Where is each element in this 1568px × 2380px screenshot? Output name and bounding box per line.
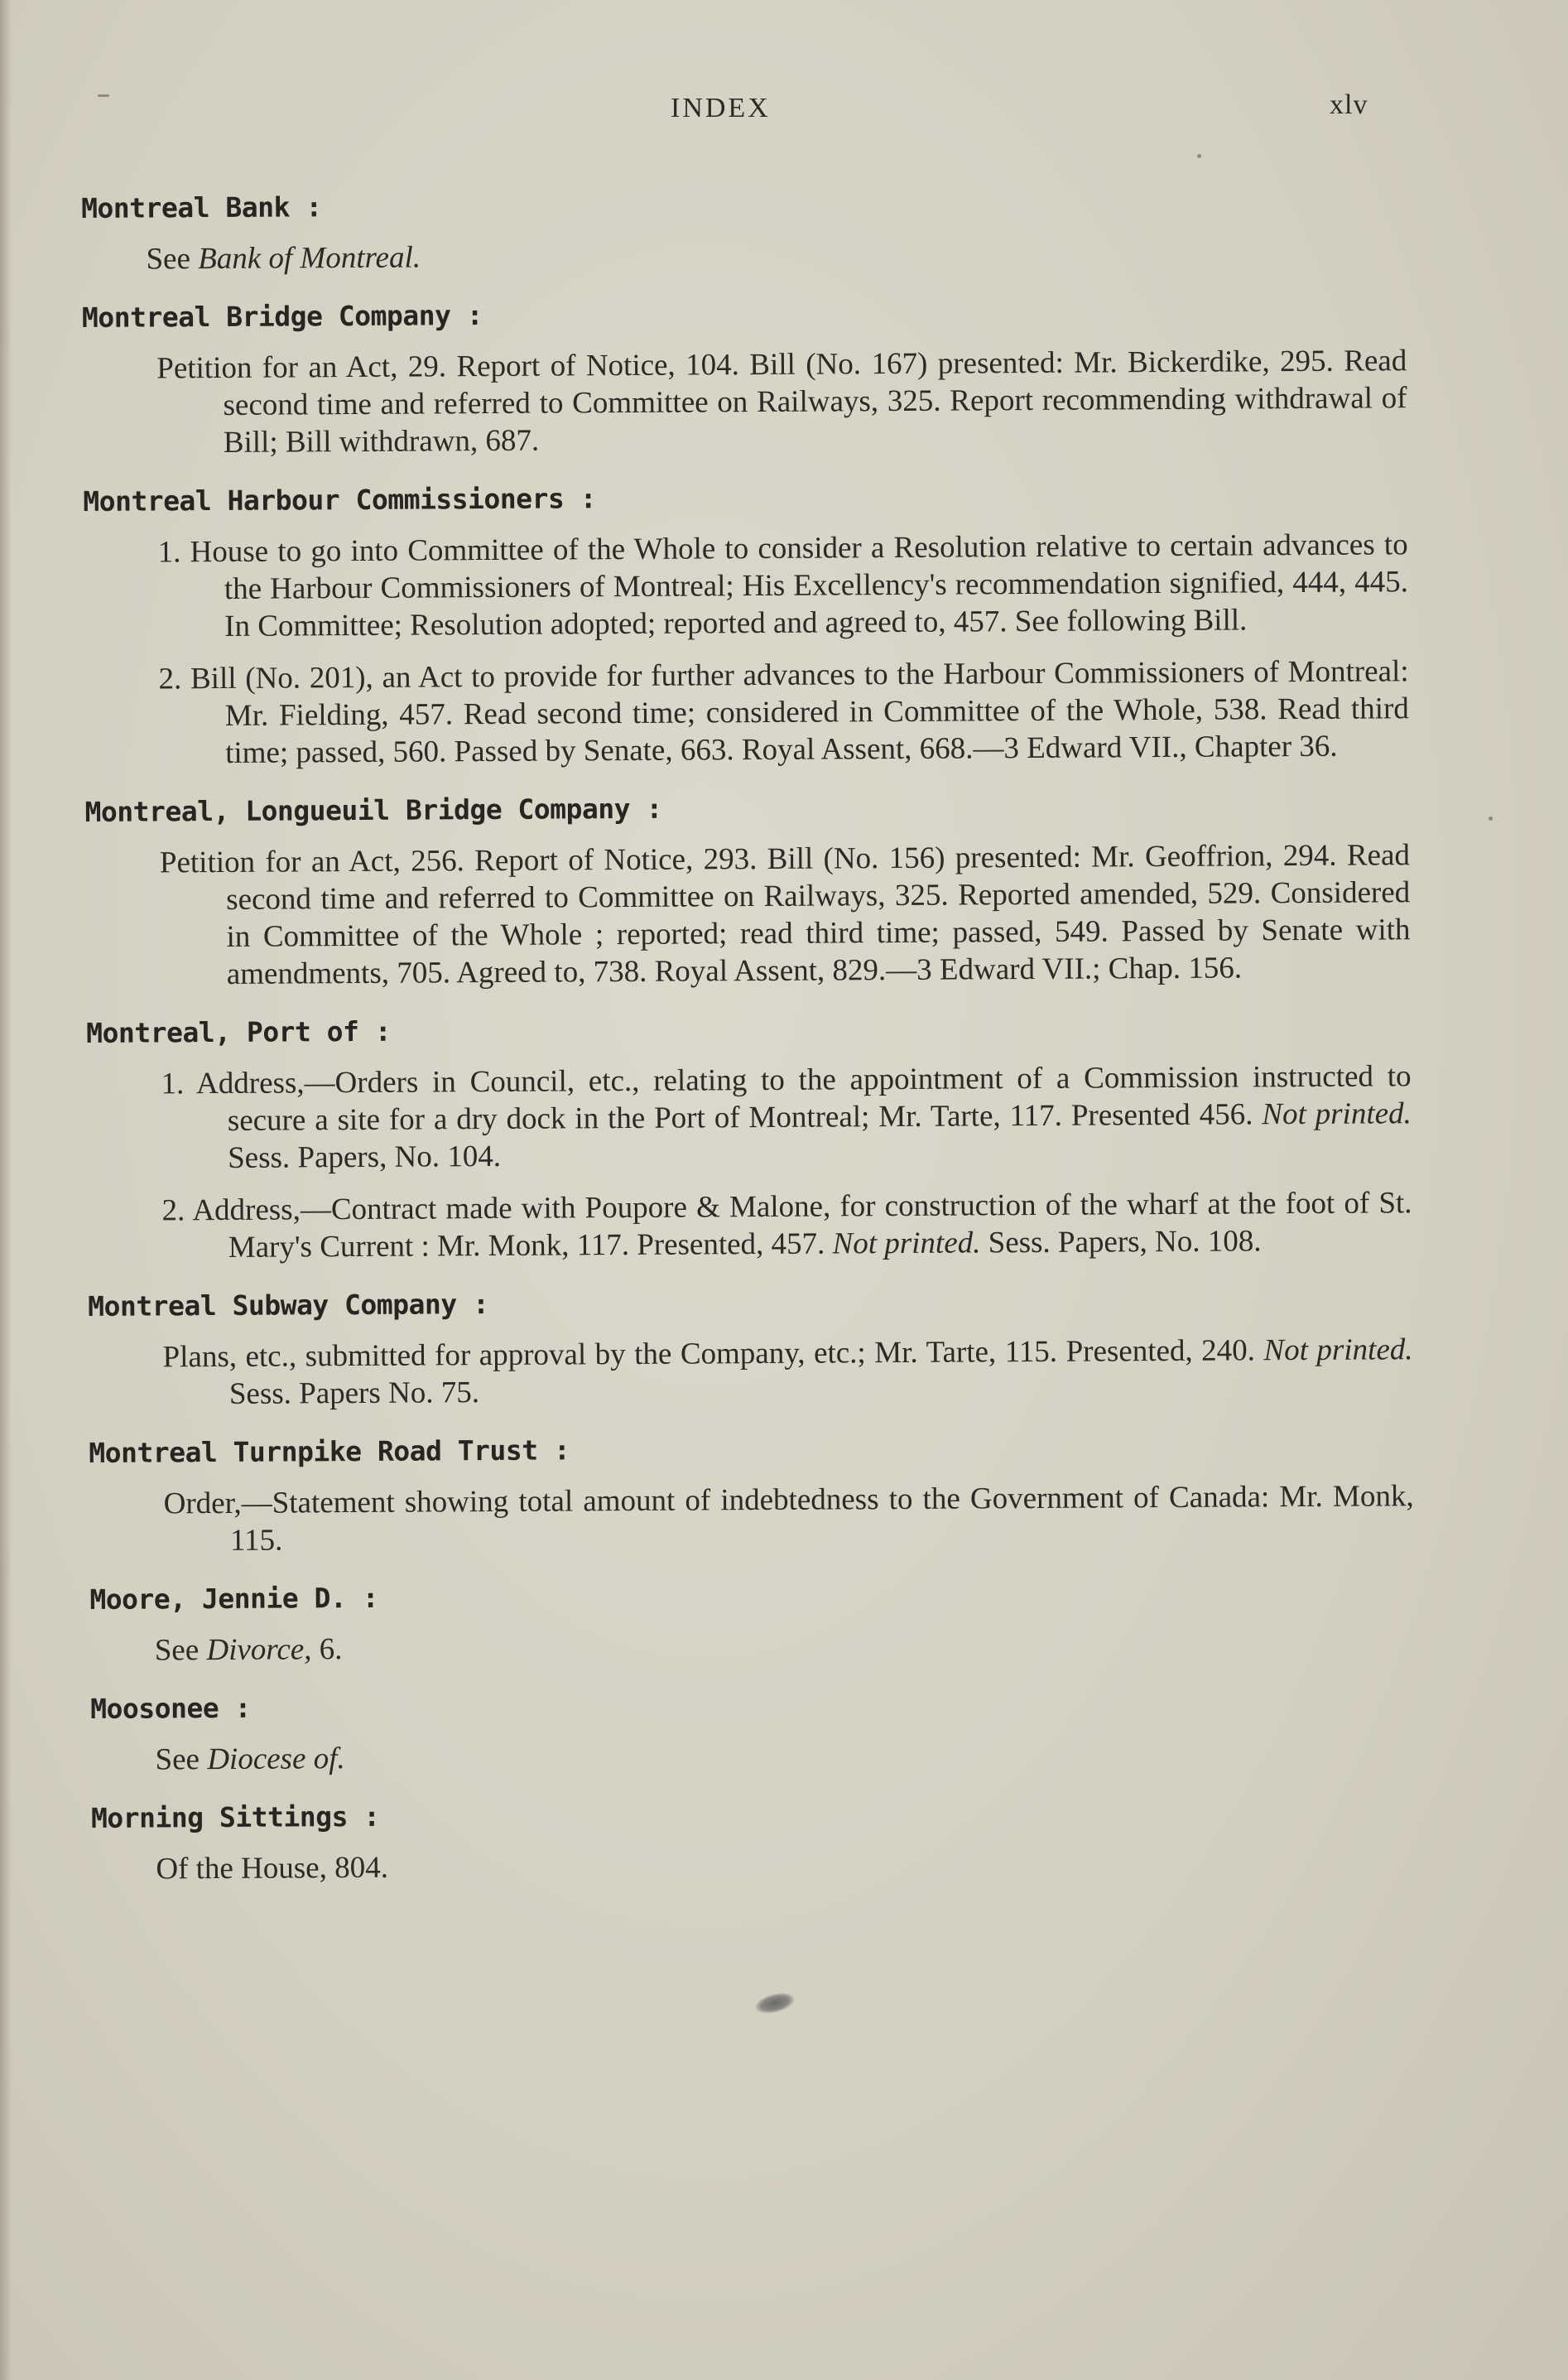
paper-speck [1197, 154, 1201, 158]
entry-heading: Montreal Harbour Commissioners : [83, 482, 597, 518]
entry-heading: Montreal Turnpike Road Trust : [89, 1433, 570, 1469]
paragraph-text: Plans, etc., submitted for approval by the Company, etc.; Mr. Tarte, 115. Presented, 240. [162, 1333, 1256, 1375]
entry-heading: Moore, Jennie D. : [89, 1581, 379, 1616]
see-target: Divorce, [206, 1632, 312, 1668]
index-entry [89, 1428, 1414, 1560]
item-text-after: Sess. Papers, No. 104. [228, 1139, 502, 1175]
entry-plain-text: Of the House, 804. [156, 1850, 389, 1886]
paper-speck [1489, 817, 1493, 821]
page-number: xlv [1330, 89, 1368, 120]
entry-paragraph: Petition for an Act, 29. Report of Notice, 104. Bill (No. 167) presented: Mr. Bickerdike, 295. Read second time and referred to Committee on Railways, 325. Report recommending withdrawal of Bill; Bill withdrawn, 687. [156, 344, 1407, 460]
item-text: Bill (No. 201), an Act to provide for further advances to the Harbour Commissioners of Montreal: Mr. Fielding, 457. Read second time; considered in Committee of the Whole, 538. Read third time; passed, 560. Passed by Senate, 663. Royal Assent, 668.—3 Edward VII., Chapter 36. [190, 654, 1409, 770]
page-edge-shadow [0, 0, 12, 2380]
entry-heading: Montreal, Longueuil Bridge Company : [84, 792, 662, 828]
index-entry [84, 788, 1410, 994]
see-prefix: See [155, 1742, 200, 1777]
item-italic-note: Not printed. [1262, 1096, 1412, 1132]
index-entry [81, 184, 1407, 278]
entry-heading: Montreal, Port of : [86, 1014, 392, 1049]
index-entry [82, 293, 1407, 462]
numbered-item [84, 526, 1409, 646]
index-entry [83, 477, 1409, 773]
paragraph-text-after: Sess. Papers No. 75. [228, 1375, 480, 1411]
see-suffix: 6. [319, 1632, 343, 1667]
entry-paragraph: Petition for an Act, 256. Report of Notice, 293. Bill (No. 156) presented: Mr. Geoffrion, 294. Read second time and referred to Committee on Railways, 325. Reported amended, 529. Considered in Committee of the Whole ; reported; read third time; passed, 549. Passed by Senate with amendments, 705. Agreed to, 738. Royal Assent, 829.—3 Edward VII.; Chap. 156. [159, 838, 1411, 991]
numbered-item [87, 1184, 1412, 1267]
item-text: House to go into Committee of the Whole to consider a Resolution relative to certain advances to the Harbour Commissioners of Montreal; His Excellency's recommendation signified, 444, 445. In Committee; Resolution adopted; reported and agreed to, 457. See following Bill. [190, 528, 1409, 643]
entry-heading: Montreal Subway Company : [88, 1288, 489, 1322]
index-entries [81, 184, 1416, 1911]
item-text-after: Sess. Papers, No. 108. [988, 1224, 1262, 1260]
index-entry [89, 1575, 1415, 1669]
entry-heading: Morning Sittings : [90, 1799, 380, 1834]
entry-heading: Moosonee : [90, 1691, 251, 1725]
paper-speck [98, 94, 109, 97]
item-number: 1. [157, 535, 181, 570]
see-target: Bank of Montreal. [198, 240, 421, 277]
running-title: INDEX [671, 93, 771, 123]
item-text: Address,—Orders in Council, etc., relating to the appointment of a Commission instructed to secure a site for a dry dock in the Port of Montreal; Mr. Tarte, 117. Presented 456. [195, 1059, 1412, 1138]
entry-heading: Montreal Bank : [81, 190, 322, 224]
see-reference [90, 1733, 1415, 1779]
paragraph-italic-note: Not printed. [1263, 1332, 1413, 1368]
entry-paragraph [88, 1331, 1413, 1414]
running-head [0, 89, 1568, 134]
index-entry [90, 1684, 1416, 1779]
index-entry [86, 1009, 1412, 1267]
see-prefix: See [146, 242, 191, 277]
item-number: 2. [161, 1193, 185, 1228]
ink-smudge [753, 1990, 796, 2017]
item-number: 1. [161, 1067, 185, 1101]
see-reference [90, 1624, 1415, 1669]
entry-paragraph: Order,—Statement showing total amount of indebtedness to the Government of Canada: Mr. Monk, 115. [163, 1479, 1414, 1558]
item-text: Address,—Contract made with Poupore & Malone, for construction of the wharf at the foot of St. Mary's Current : Mr. Monk, 117. Presented, 457. [192, 1186, 1412, 1265]
numbered-item [86, 1058, 1412, 1178]
index-entry [91, 1794, 1416, 1888]
see-target: Diocese of. [207, 1742, 345, 1777]
item-number: 2. [158, 662, 182, 696]
item-italic-note: Not printed. [832, 1226, 981, 1261]
see-prefix: See [154, 1633, 200, 1668]
numbered-item [84, 653, 1409, 773]
see-reference [81, 233, 1406, 278]
entry-heading: Montreal Bridge Company : [81, 299, 483, 334]
index-entry [88, 1282, 1413, 1414]
